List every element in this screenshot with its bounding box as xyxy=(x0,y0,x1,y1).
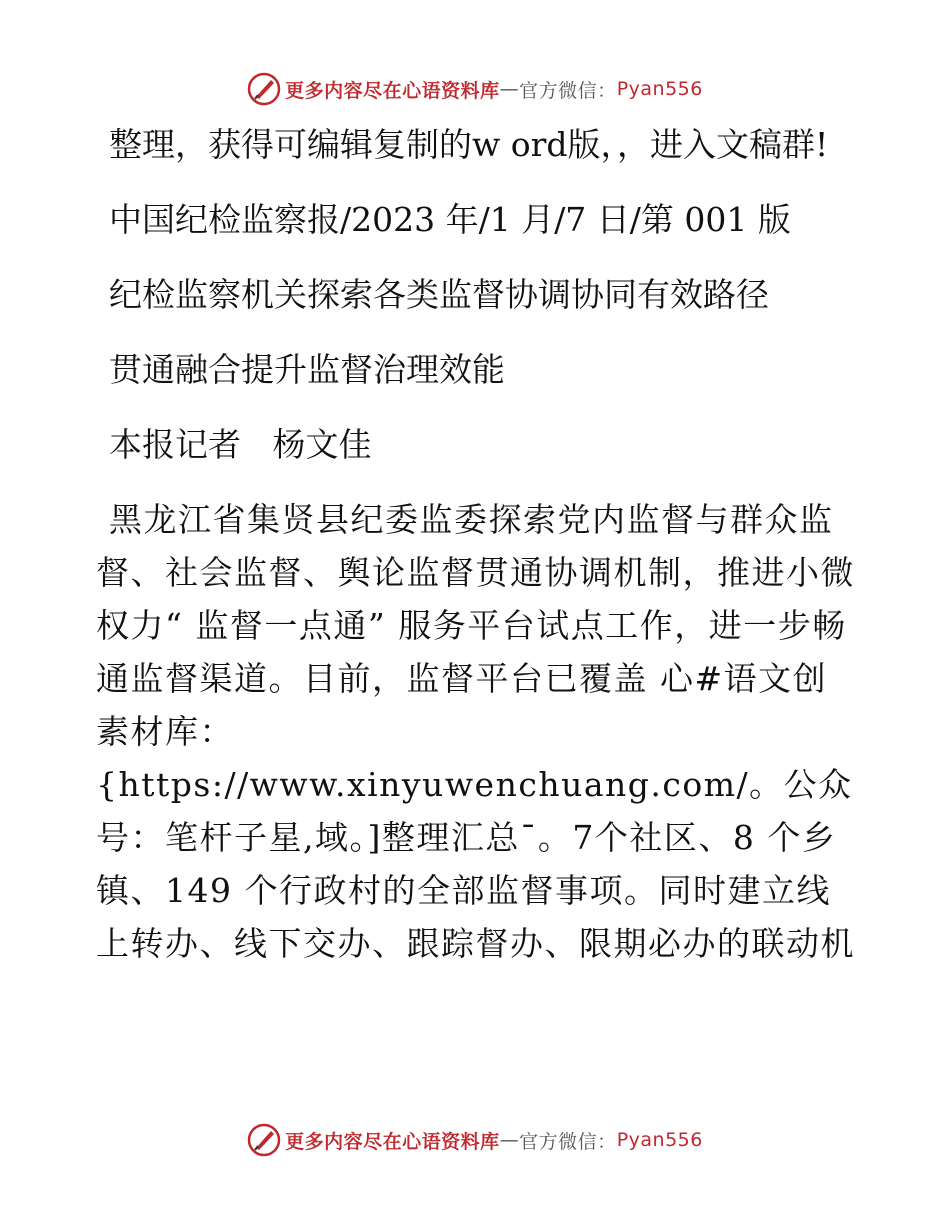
watermark-wechat-id: Pyan556 xyxy=(616,1129,703,1151)
byline: 本报记者 杨文佳 xyxy=(109,425,372,464)
watermark-dash: — xyxy=(499,78,520,100)
headline-secondary: 贯通融合提升监督治理效能 xyxy=(109,350,505,389)
footer-watermark xyxy=(0,1123,950,1157)
intro-text: 整理，获得可编辑复制的w ord版，，进入文稿群! xyxy=(109,125,829,164)
watermark-title: 更多内容尽在心语资料库 xyxy=(285,1130,500,1153)
header-watermark xyxy=(0,72,950,106)
document-body xyxy=(96,118,858,970)
watermark-dash: — xyxy=(499,1129,520,1151)
watermark-title: 更多内容尽在心语资料库 xyxy=(285,79,500,102)
headline-primary: 纪检监察机关探索各类监督协调协同有效路径 xyxy=(109,275,769,314)
quill-logo-icon xyxy=(247,1123,281,1157)
source-line: 中国纪检监察报/2023 年/1 月/7 日/第 001 版 xyxy=(109,200,791,239)
quill-logo-icon xyxy=(247,72,281,106)
watermark-label: 官方微信： xyxy=(519,79,617,102)
watermark-label: 官方微信： xyxy=(519,1130,617,1153)
body-paragraph: 黑龙江省集贤县纪委监委探索党内监督与群众监督、社会监督、舆论监督贯通协调机制，推进小微权力“ 监督一点通” 服务平台试点工作，进一步畅通监督渠道。目前，监督平台已覆盖 心#语文创素材库：{https://www.xinyuwenchuang.com/。公众号：笔杆子星,域。]整理汇总¯。7个社区、8 个乡镇、149 个行政村的全部监督事项。同时建立线上转办、线下交办、跟踪督办、限期必办的联动机 xyxy=(96,500,855,963)
watermark-wechat-id: Pyan556 xyxy=(616,78,703,100)
